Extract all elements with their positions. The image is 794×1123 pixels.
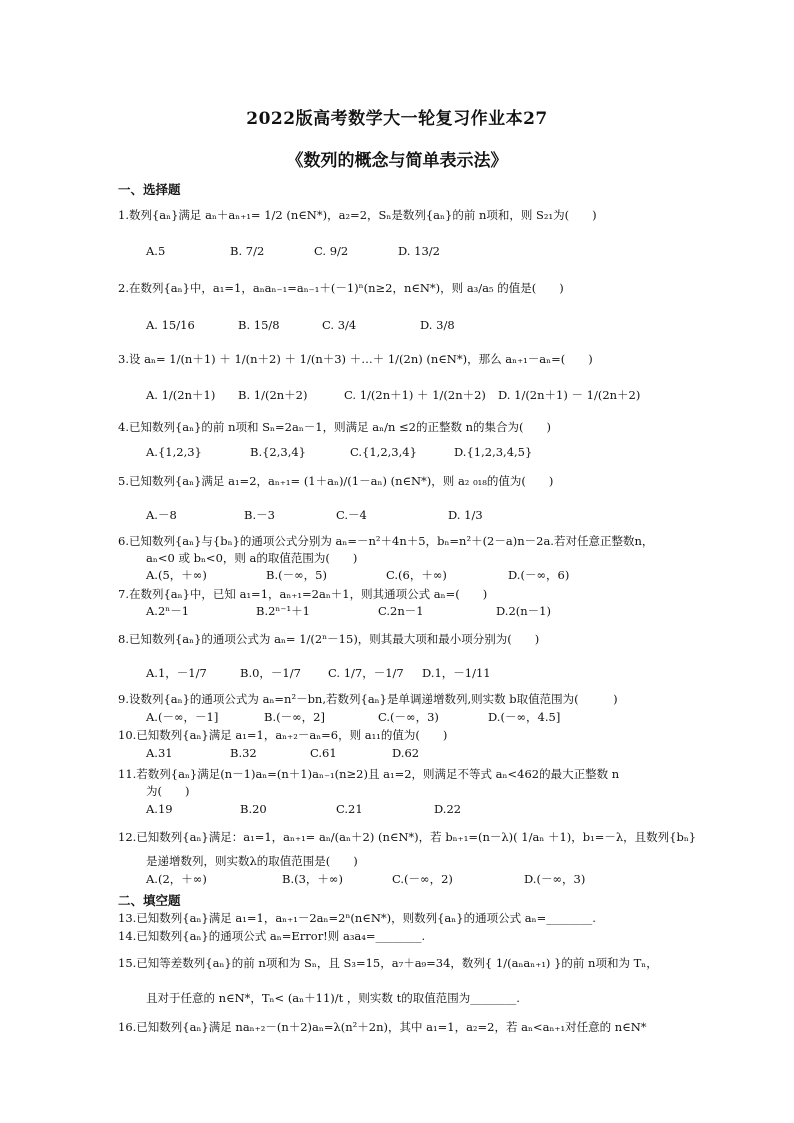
question-13 xyxy=(118,911,596,925)
q6-text-2: aₙ<0 或 bₙ<0，则 a的取值范围为( ) xyxy=(146,551,358,565)
q9-text: 9.设数列{aₙ}的通项公式为 aₙ=n²－bn,若数列{aₙ}是单调递增数列,则实数 b取值范围为( ) xyxy=(118,692,618,706)
question-6-line2 xyxy=(146,551,357,565)
question-14 xyxy=(118,929,425,943)
q4-option-c: C.{1,2,3,4} xyxy=(350,445,417,459)
q10-option-c: C.61 xyxy=(310,746,337,760)
q8-option-d: D.1，－1/11 xyxy=(422,666,491,680)
q2-option-b: B. 15/8 xyxy=(238,318,280,332)
q7-option-a: A.2ⁿ－1 xyxy=(146,604,190,618)
doc-subtitle: 《数列的概念与简单表示法》 xyxy=(286,151,508,171)
question-10 xyxy=(118,728,447,742)
q10-option-a: A.31 xyxy=(146,746,173,760)
q12-text-1: 12.已知数列{aₙ}满足：a₁=1，aₙ₊₁= aₙ/(aₙ＋2) (n∈N*)，若 bₙ₊₁=(n－λ)( 1/aₙ ＋1)，b₁=－λ，且数列{bₙ} xyxy=(118,830,697,844)
q6-option-b: B.(－∞，5) xyxy=(266,568,327,582)
q2-option-a: A. 15/16 xyxy=(146,318,195,332)
question-15-line2 xyxy=(146,991,520,1005)
doc-title: 2022版高考数学大一轮复习作业本27 xyxy=(246,109,548,129)
question-2 xyxy=(118,281,564,295)
q10-text: 10.已知数列{aₙ}满足 a₁=1，aₙ₊₂－aₙ=6，则 a₁₁的值为( ) xyxy=(118,728,448,742)
q1-option-d: D. 13/2 xyxy=(398,244,440,258)
q6-text-1: 6.已知数列{aₙ}与{bₙ}的通项公式分别为 aₙ=－n²＋4n＋5，bₙ=n²＋(2－a)n－2a.若对任意正整数n， xyxy=(118,534,654,548)
q2-option-d: D. 3/8 xyxy=(420,318,455,332)
section-fill-in: 二、填空题 xyxy=(118,893,181,908)
q3-option-d: D. 1/(2n＋1) － 1/(2n＋2) xyxy=(498,388,641,402)
q11-option-a: A.19 xyxy=(146,802,173,816)
question-12-line1 xyxy=(118,830,696,844)
question-16 xyxy=(118,1020,647,1034)
q2-option-c: C. 3/4 xyxy=(322,318,357,332)
q5-option-a: A.－8 xyxy=(146,508,177,522)
q3-text: 3.设 aₙ= 1/(n＋1) ＋ 1/(n＋2) ＋ 1/(n＋3) ＋…＋ 1/(2n) (n∈N*)，那么 aₙ₊₁－aₙ=( ) xyxy=(118,352,593,366)
question-1 xyxy=(118,208,597,222)
q4-option-d: D.{1,2,3,4,5} xyxy=(454,445,533,459)
q5-option-d: D. 1/3 xyxy=(448,508,483,522)
question-5 xyxy=(118,474,553,488)
q5-text: 5.已知数列{aₙ}满足 a₁=2，aₙ₊₁= (1＋aₙ)/(1－aₙ) (n∈N*)，则 a₂ ₀₁₈的值为( ) xyxy=(118,474,554,488)
q6-option-d: D.(－∞，6) xyxy=(508,568,570,582)
q5-option-b: B.－3 xyxy=(244,508,275,522)
q8-option-a: A.1，－1/7 xyxy=(146,666,207,680)
q6-option-c: C.(6，＋∞) xyxy=(386,568,447,582)
q12-option-a: A.(2，＋∞) xyxy=(146,872,207,886)
q9-option-a: A.(－∞，－1] xyxy=(146,710,219,724)
question-12-line2 xyxy=(146,854,358,868)
q12-text-2: 是递增数列，则实数λ的取值范围是( ) xyxy=(146,854,358,868)
q13-text: 13.已知数列{aₙ}满足 a₁=1，aₙ₊₁－2aₙ=2ⁿ(n∈N*)，则数列{aₙ}的通项公式 aₙ=________. xyxy=(118,911,596,925)
question-8 xyxy=(118,632,539,646)
q5-option-c: C.－4 xyxy=(336,508,367,522)
q4-text: 4.已知数列{aₙ}的前 n项和 Sₙ=2aₙ－1，则满足 aₙ/n ≤2的正整数 n的集合为( ) xyxy=(118,420,552,434)
question-7 xyxy=(118,587,487,601)
q1-option-a: A.5 xyxy=(146,244,166,258)
question-4 xyxy=(118,420,551,434)
q1-text: 1.数列{aₙ}满足 aₙ＋aₙ₊₁= 1/2 (n∈N*)，a₂=2，Sₙ是数列{aₙ}的前 n项和，则 S₂₁为( ) xyxy=(118,208,597,222)
q9-option-d: D.(－∞，4.5] xyxy=(488,710,561,724)
q11-text-2: 为( ) xyxy=(146,784,190,798)
q4-option-a: A.{1,2,3} xyxy=(146,445,202,459)
q14-text: 14.已知数列{aₙ}的通项公式 aₙ=Error!则 a₃a₄=________. xyxy=(118,929,426,943)
q1-option-c: C. 9/2 xyxy=(314,244,349,258)
section-choice: 一、选择题 xyxy=(118,182,181,197)
question-3 xyxy=(118,352,593,366)
q12-option-d: D.(－∞，3) xyxy=(524,872,586,886)
q3-option-b: B. 1/(2n＋2) xyxy=(238,388,308,402)
question-9 xyxy=(118,692,618,706)
q3-option-a: A. 1/(2n＋1) xyxy=(146,388,216,402)
q3-option-c: C. 1/(2n＋1) ＋ 1/(2n＋2) xyxy=(344,388,486,402)
q9-option-b: B.(－∞，2] xyxy=(264,710,325,724)
question-11-line1 xyxy=(118,767,619,781)
q7-option-d: D.2(n－1) xyxy=(496,604,551,618)
q2-text: 2.在数列{aₙ}中，a₁=1，aₙaₙ₋₁=aₙ₋₁＋(－1)ⁿ(n≥2，n∈N*)，则 a₃/a₅ 的值是( ) xyxy=(118,281,564,295)
q8-option-c: C. 1/7，－1/7 xyxy=(328,666,404,680)
question-6-line1 xyxy=(118,534,653,548)
question-15-line1 xyxy=(118,956,658,970)
question-11-line2 xyxy=(146,784,189,798)
q8-text: 8.已知数列{aₙ}的通项公式为 aₙ= 1/(2ⁿ－15)，则其最大项和最小项分别为( ) xyxy=(118,632,540,646)
q9-option-c: C.(－∞，3) xyxy=(378,710,439,724)
q11-option-c: C.21 xyxy=(336,802,363,816)
q7-option-c: C.2n－1 xyxy=(378,604,424,618)
q12-option-b: B.(3，＋∞) xyxy=(282,872,343,886)
q15-text-1: 15.已知等差数列{aₙ}的前 n项和为 Sₙ，且 S₃=15，a₇＋a₉=34，数列{ 1/(aₙaₙ₊₁) }的前 n项和为 Tₙ， xyxy=(118,956,658,970)
q10-option-b: B.32 xyxy=(230,746,257,760)
q16-text: 16.已知数列{aₙ}满足 naₙ₊₂－(n＋2)aₙ=λ(n²＋2n)，其中 a₁=1，a₂=2，若 aₙ<aₙ₊₁对任意的 n∈N* xyxy=(118,1020,647,1034)
q10-option-d: D.62 xyxy=(392,746,420,760)
q8-option-b: B.0，－1/7 xyxy=(240,666,301,680)
q11-option-b: B.20 xyxy=(240,802,267,816)
q11-option-d: D.22 xyxy=(434,802,462,816)
q4-option-b: B.{2,3,4} xyxy=(250,445,307,459)
q6-option-a: A.(5，＋∞) xyxy=(146,568,207,582)
q12-option-c: C.(－∞，2) xyxy=(392,872,453,886)
q11-text-1: 11.若数列{aₙ}满足(n－1)aₙ=(n＋1)aₙ₋₁(n≥2)且 a₁=2，则满足不等式 aₙ<462的最大正整数 n xyxy=(118,767,620,781)
q1-option-b: B. 7/2 xyxy=(230,244,265,258)
q7-text: 7.在数列{aₙ}中，已知 a₁=1，aₙ₊₁=2aₙ＋1，则其通项公式 aₙ=( ) xyxy=(118,587,488,601)
q7-option-b: B.2ⁿ⁻¹＋1 xyxy=(256,604,310,618)
q15-text-2: 且对于任意的 n∈N*，Tₙ< (aₙ＋11)/t ，则实数 t的取值范围为________. xyxy=(146,991,520,1005)
